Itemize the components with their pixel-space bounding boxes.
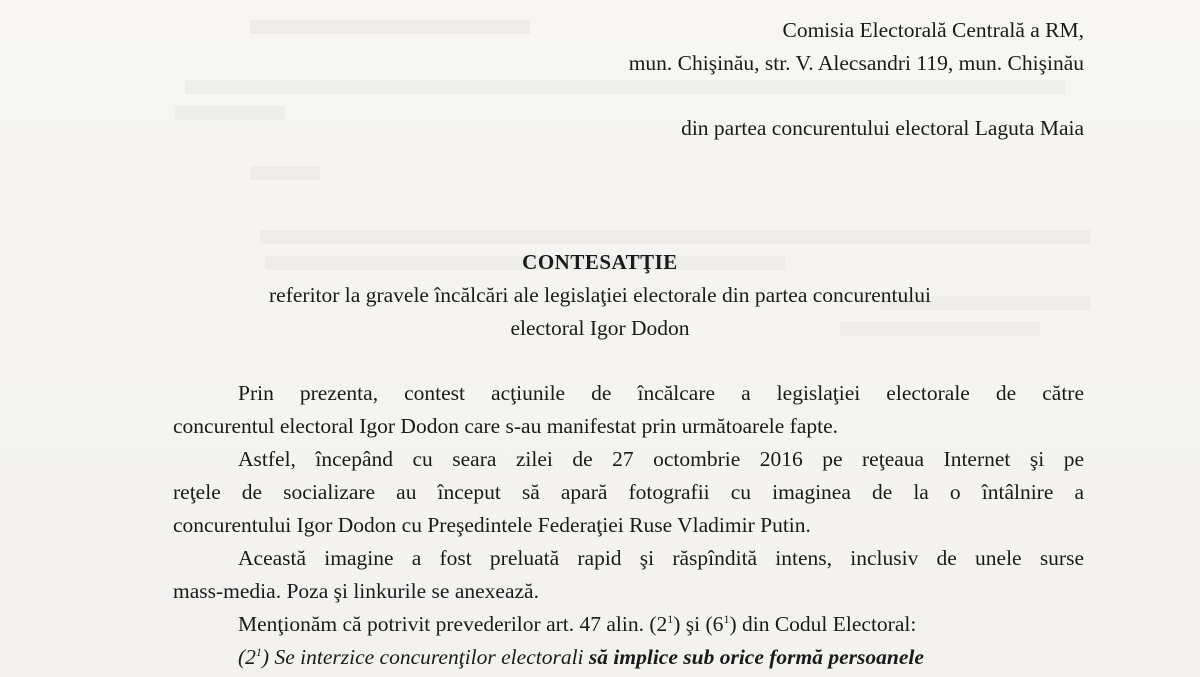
text-run: ) Se interzice concurenţilor electorali (261, 645, 589, 669)
paragraph-4-line-1 (238, 611, 917, 636)
paragraph-2-line-3: concurentului Igor Dodon cu Preşedintele Federaţiei Ruse Vladimir Putin. (173, 513, 811, 537)
paragraph-1-line-2: concurentul electoral Igor Dodon care s-au manifestat prin următoarele fapte. (173, 414, 838, 438)
document-title: CONTESATŢIE (522, 250, 678, 274)
paragraph-2-line-1: Astfel, începând cu seara zilei de 27 octombrie 2016 pe reţeaua Internet şi pe (238, 447, 1084, 471)
paragraph-2-line-2: reţele de socializare au început să apară fotografii cu imaginea de la o întâlnire a (173, 480, 1084, 504)
text-run: ) din Codul Electoral: (729, 612, 917, 636)
quote-line-1 (238, 644, 924, 669)
recipient-line: Comisia Electorală Centrală a RM, (782, 18, 1084, 42)
bleed-through (260, 230, 1090, 244)
text-run-bold: să implice sub orice formă persoanele (588, 645, 924, 669)
paragraph-1-line-1: Prin prezenta, contest acţiunile de încălcare a legislaţiei electorale de către (238, 381, 1084, 405)
subtitle-line-1: referitor la gravele încălcări ale legislaţiei electorale din partea concurentului (269, 283, 931, 307)
superscript: 1 (255, 644, 262, 659)
paragraph-3-line-1: Această imagine a fost preluată rapid şi răspîndită intens, inclusiv de unele surse (238, 546, 1084, 570)
bleed-through (175, 106, 285, 120)
subtitle-line-2: electoral Igor Dodon (510, 316, 690, 340)
sender-line: din partea concurentului electoral Laguta Maia (681, 116, 1084, 140)
paragraph-3-line-2: mass-media. Poza şi linkurile se anexează. (173, 579, 539, 603)
text-run: ) şi (6 (673, 612, 724, 636)
bleed-through (185, 80, 1065, 94)
superscript: 1 (667, 611, 674, 626)
bleed-through (250, 20, 530, 34)
superscript: 1 (723, 611, 730, 626)
address-line: mun. Chişinău, str. V. Alecsandri 119, mun. Chişinău (628, 51, 1084, 75)
bleed-through (250, 166, 320, 180)
text-run: Menţionăm că potrivit prevederilor art. 47 alin. (2 (238, 612, 668, 636)
text-run: (2 (238, 645, 256, 669)
